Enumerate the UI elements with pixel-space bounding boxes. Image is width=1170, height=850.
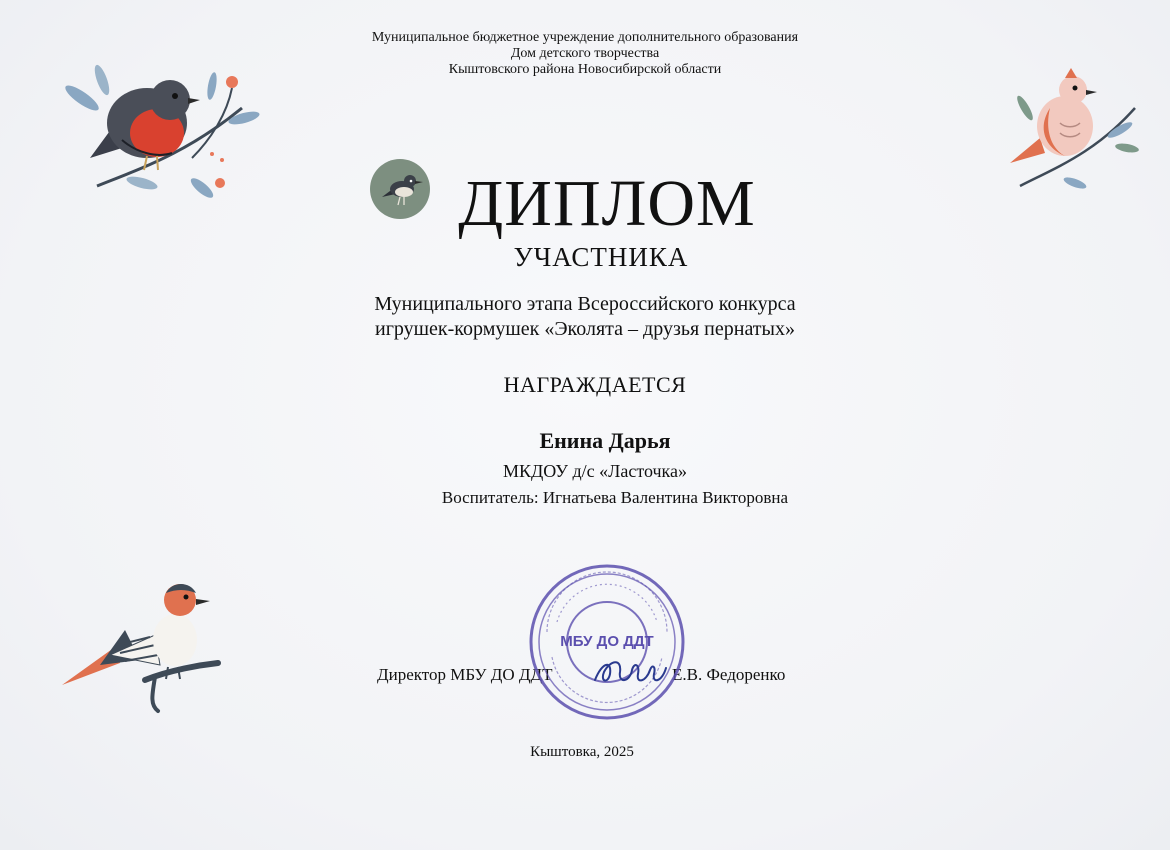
issuer-line-3: Кыштовского района Новосибирской области [448,62,722,77]
official-stamp [527,562,687,722]
handwritten-signature [590,652,670,692]
signatory-position: Директор МБУ ДО ДДТ [377,665,553,684]
recipient-name: Енина Дарья [539,428,671,453]
stamp-center-text: МБУ ДО ДДТ [560,633,654,650]
recipient-organization: МКДОУ д/с «Ласточка» [502,461,688,481]
diploma-subtitle: УЧАСТНИКА [513,242,689,272]
diploma-title: ДИПЛОМ [458,167,756,240]
issuer-line-1: Муниципальное бюджетное учреждение дополнительного образования [371,30,799,45]
contest-line-2: игрушек-кормушек «Эколята – друзья пернатых» [375,318,795,340]
contest-description [0,292,1170,342]
teacher-line: Воспитатель: Игнатьева Валентина Викторовна [441,488,789,507]
chaffinch-bird-icon [60,575,230,715]
contest-line-1: Муниципального этапа Всероссийского конкурса [374,293,796,315]
awarded-label: НАГРАЖДАЕТСЯ [503,372,687,397]
signatory-name: Е.В. Федоренко [672,665,786,684]
issuer-line-2: Дом детского творчества [510,46,660,61]
place-and-year: Кыштовка, 2025 [530,744,634,760]
